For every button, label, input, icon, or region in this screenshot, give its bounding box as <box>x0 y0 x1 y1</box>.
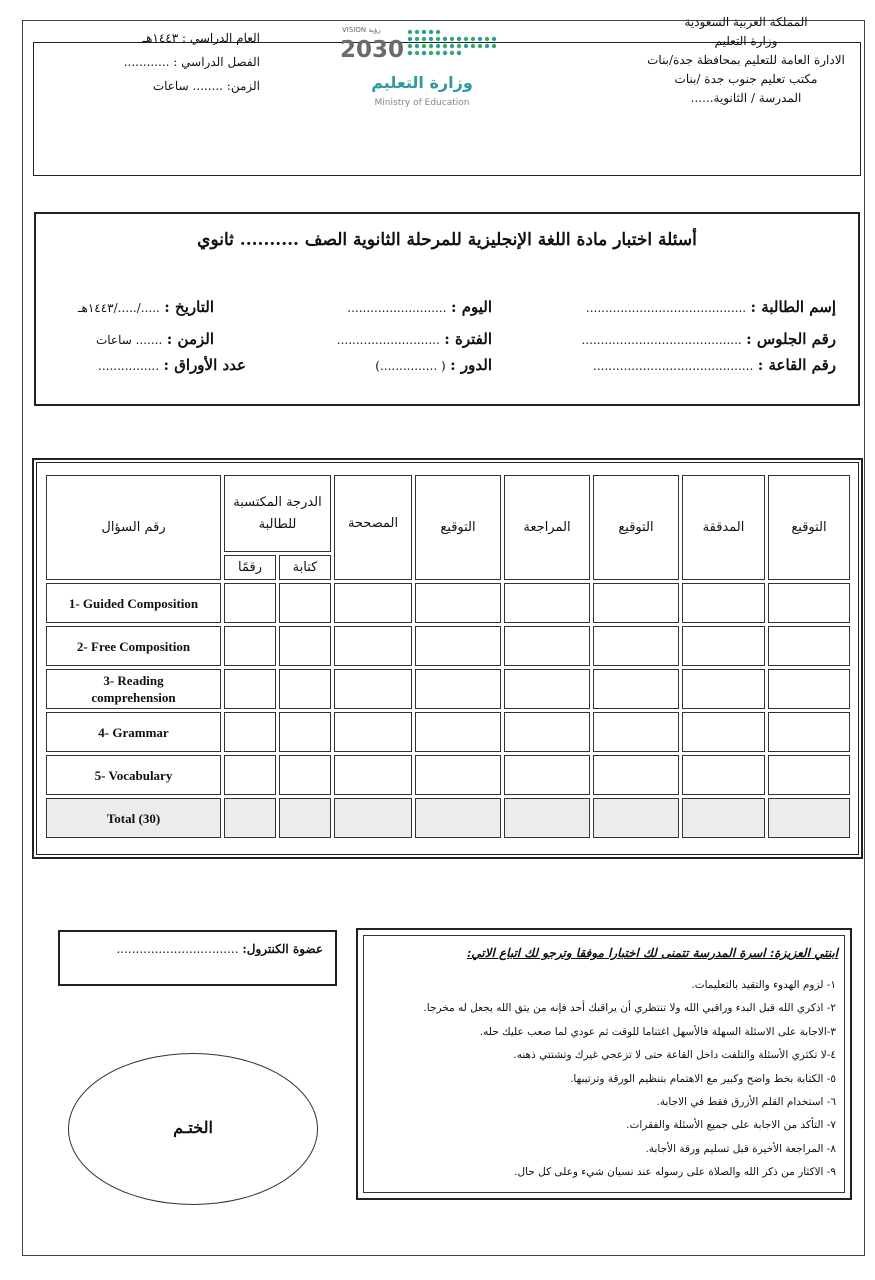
instructions-inner-frame <box>363 935 845 1193</box>
period-dots: ........................... <box>336 333 440 347</box>
exam-title: أسئلة اختبار مادة اللغة الإنجليزية للمرحلة الثانوية الصف .......... ثانوي <box>197 230 697 250</box>
room-number-label: رقم القاعة : <box>757 356 836 374</box>
table-row <box>46 712 850 752</box>
header-administration: الادارة العامة للتعليم بمحافظة جدة/بنات <box>647 53 845 67</box>
date-value: ...../...../١٤٤٣هـ <box>77 301 160 315</box>
header-country: المملكة العربية السعودية <box>684 15 808 29</box>
time-field <box>96 330 214 348</box>
student-name-field <box>586 298 836 316</box>
signature-1-cell[interactable] <box>768 669 850 709</box>
question-label: 1- Guided Composition <box>46 583 221 623</box>
signature-3-cell[interactable] <box>415 798 501 838</box>
signature-1-cell[interactable] <box>768 583 850 623</box>
table-row <box>46 669 850 709</box>
round-value: ( ...............) <box>375 359 446 373</box>
total-label: Total (30) <box>46 798 221 838</box>
instructions-heading: ابنتي العزيزة: اسرة المدرسة تتمنى لك اختبارا موفقا وترجو لك اتباع الاتي: <box>466 946 838 960</box>
grade-number-cell[interactable] <box>224 798 276 838</box>
grade-number-cell[interactable] <box>224 712 276 752</box>
header-grade-written: كتابة <box>279 555 331 580</box>
instruction-item: ٩- الاكثار من ذكر الله والصلاة على رسوله عند نسيان شيء وعلى كل حال. <box>514 1166 836 1179</box>
control-member-field <box>116 942 323 956</box>
round-field <box>375 356 492 374</box>
corrector-cell[interactable] <box>334 583 412 623</box>
header-signature-2: التوقيع <box>593 475 679 580</box>
logo-vision-text: VISION رؤية <box>342 26 381 34</box>
seal-area <box>68 1053 318 1205</box>
header-office: مكتب تعليم جنوب جدة /بنات <box>674 72 818 86</box>
question-label: 3- Reading comprehension <box>46 669 221 709</box>
reviewer-cell[interactable] <box>504 626 590 666</box>
seal-label: الختـم <box>173 1118 213 1137</box>
header-exam-meta <box>100 26 260 98</box>
question-label: 2- Free Composition <box>46 626 221 666</box>
seat-number-dots: .......................................... <box>581 333 742 347</box>
grades-table <box>43 472 853 841</box>
header-checker: المدققة <box>682 475 765 580</box>
instruction-item: ٦- استخدام القلم الأزرق فقط في الاجابة. <box>656 1096 836 1109</box>
grade-written-cell[interactable] <box>279 755 331 795</box>
table-row-total <box>46 798 850 838</box>
signature-2-cell[interactable] <box>593 755 679 795</box>
header-question-number: رقم السؤال <box>46 475 221 580</box>
control-member-box <box>58 930 337 986</box>
control-member-dots: ................................ <box>116 942 239 956</box>
signature-2-cell[interactable] <box>593 798 679 838</box>
date-label: التاريخ : <box>164 298 214 316</box>
instructions-list <box>366 974 836 1185</box>
header-grade: الدرجة المكتسبة للطالبة <box>224 475 331 552</box>
pages-count-dots: ................ <box>98 359 160 373</box>
time-value: ....... ساعات <box>95 333 163 347</box>
header-school: المدرسة / الثانوية...... <box>690 91 802 105</box>
corrector-cell[interactable] <box>334 798 412 838</box>
signature-1-cell[interactable] <box>768 626 850 666</box>
signature-3-cell[interactable] <box>415 755 501 795</box>
signature-3-cell[interactable] <box>415 669 501 709</box>
reviewer-cell[interactable] <box>504 583 590 623</box>
pages-count-label: عدد الأوراق : <box>163 356 246 374</box>
instruction-item: ١- لزوم الهدوء والتقيد بالتعليمات. <box>691 979 836 991</box>
checker-cell[interactable] <box>682 712 765 752</box>
grade-written-cell[interactable] <box>279 798 331 838</box>
header-reviewer: المراجعة <box>504 475 590 580</box>
corrector-cell[interactable] <box>334 626 412 666</box>
checker-cell[interactable] <box>682 626 765 666</box>
reviewer-cell[interactable] <box>504 755 590 795</box>
header-duration: الزمن: ........ ساعات <box>152 79 260 93</box>
checker-cell[interactable] <box>682 755 765 795</box>
header-semester: الفصل الدراسي : ............ <box>123 55 260 69</box>
signature-1-cell[interactable] <box>768 755 850 795</box>
instruction-item: ٢- اذكري الله قبل البدء وراقبي الله ولا تنتظري أن يراقبك أحد فإنه من يتق الله يجعل له مخرجا. <box>423 1002 836 1015</box>
seat-number-field <box>582 330 837 348</box>
signature-3-cell[interactable] <box>415 583 501 623</box>
checker-cell[interactable] <box>682 798 765 838</box>
exam-info-box <box>34 212 860 406</box>
signature-1-cell[interactable] <box>768 798 850 838</box>
instructions-box <box>356 928 852 1200</box>
signature-3-cell[interactable] <box>415 626 501 666</box>
grade-number-cell[interactable] <box>224 669 276 709</box>
header-signature-1: التوقيع <box>768 475 850 580</box>
instruction-item: ٤-لا تكثري الأسئلة والتلفت داخل القاعة حتى لا تزعجي غيرك وتشتتي ذهنه. <box>513 1049 836 1062</box>
day-label: اليوم : <box>450 298 492 316</box>
header-corrector: المصححة <box>334 475 412 580</box>
control-member-label: عضوة الكنترول: <box>242 942 323 956</box>
student-name-label: إسم الطالبة : <box>750 298 836 316</box>
instruction-item: ٥- الكتابة بخط واضح وكبير مع الاهتمام بتنظيم الورقة وترتيبها. <box>570 1072 836 1085</box>
grade-written-cell[interactable] <box>279 669 331 709</box>
ministry-logo <box>338 18 508 114</box>
signature-2-cell[interactable] <box>593 583 679 623</box>
question-label: 5- Vocabulary <box>46 755 221 795</box>
signature-3-cell[interactable] <box>415 712 501 752</box>
day-field <box>347 298 492 316</box>
header-signature-3: التوقيع <box>415 475 501 580</box>
time-label: الزمن : <box>166 330 214 348</box>
grade-written-cell[interactable] <box>279 583 331 623</box>
table-row <box>46 626 850 666</box>
pages-count-field <box>98 356 246 374</box>
room-number-dots: .......................................... <box>593 359 754 373</box>
instruction-item: ٧- التأكد من الاجابة على جميع الأسئلة والفقرات. <box>626 1119 836 1132</box>
table-row <box>46 755 850 795</box>
logo-vision-year: 2030 <box>340 37 405 63</box>
reviewer-cell[interactable] <box>504 669 590 709</box>
grade-number-cell[interactable] <box>224 626 276 666</box>
signature-1-cell[interactable] <box>768 712 850 752</box>
period-label: الفترة : <box>444 330 492 348</box>
grade-written-cell[interactable] <box>279 712 331 752</box>
grade-number-cell[interactable] <box>224 755 276 795</box>
reviewer-cell[interactable] <box>504 798 590 838</box>
corrector-cell[interactable] <box>334 712 412 752</box>
date-field <box>78 298 214 316</box>
table-row <box>46 583 850 623</box>
logo-ministry-ar: وزارة التعليم <box>371 73 473 92</box>
header-ministry-info <box>631 13 861 108</box>
header-academic-year: العام الدراسي : ١٤٤٣هـ <box>142 31 260 45</box>
logo-dots-icon <box>408 30 496 55</box>
header-grade-number: رقمًا <box>224 555 276 580</box>
signature-2-cell[interactable] <box>593 669 679 709</box>
instruction-item: ٨- المراجعة الأخيرة قبل تسليم ورقة الأجابة. <box>645 1142 836 1155</box>
signature-2-cell[interactable] <box>593 626 679 666</box>
header-ministry: وزارة التعليم <box>714 34 778 48</box>
room-number-field <box>593 356 836 374</box>
round-label: الدور : <box>450 356 492 374</box>
reviewer-cell[interactable] <box>504 712 590 752</box>
signature-2-cell[interactable] <box>593 712 679 752</box>
seat-number-label: رقم الجلوس : <box>746 330 836 348</box>
student-name-dots: .......................................... <box>585 301 747 315</box>
checker-cell[interactable] <box>682 583 765 623</box>
checker-cell[interactable] <box>682 669 765 709</box>
period-field <box>337 330 492 348</box>
question-label: 4- Grammar <box>46 712 221 752</box>
grade-number-cell[interactable] <box>224 583 276 623</box>
day-dots: .......................... <box>347 301 447 315</box>
grade-written-cell[interactable] <box>279 626 331 666</box>
corrector-cell[interactable] <box>334 755 412 795</box>
instruction-item: ٣-الاجابة على الاسئلة السهلة فالأسهل اغتناما للوقت ثم عودي لما صعب عليك حله. <box>479 1025 836 1038</box>
logo-ministry-en: Ministry of Education <box>374 98 470 108</box>
corrector-cell[interactable] <box>334 669 412 709</box>
